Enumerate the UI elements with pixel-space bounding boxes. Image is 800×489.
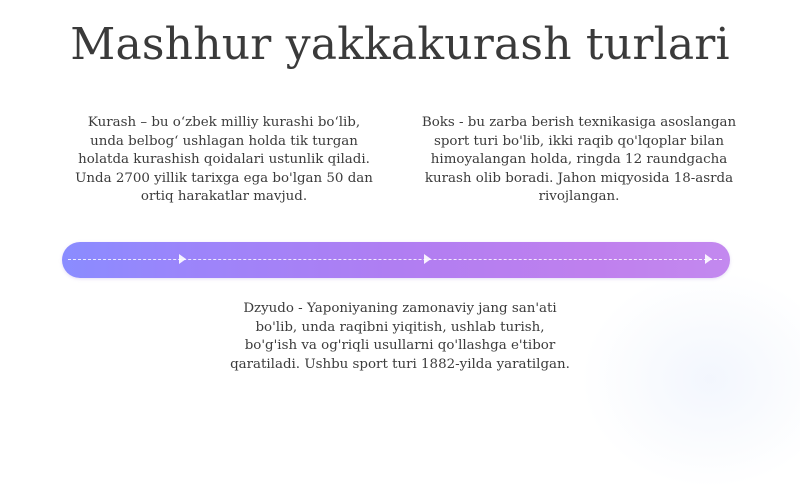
timeline-bar: [62, 242, 730, 278]
arrow-right-icon: [424, 254, 431, 264]
timeline-dashed-line: [68, 259, 722, 260]
arrow-right-icon: [179, 254, 186, 264]
background-glow: [580, 269, 800, 489]
arrow-right-icon: [705, 254, 712, 264]
slide-title: Mashhur yakkakurash turlari: [70, 19, 730, 70]
kurash-description: Kurash – bu o‘zbek milliy kurashi bo‘lib, unda belbog‘ ushlagan holda tik turgan holatda kurashish qoidalari ustunlik qiladi. Unda 2700 yillik tarixga ega bo'lgan 50 dan ortiq harakatlar mavjud.: [75, 115, 373, 204]
boks-description: Boks - bu zarba berish texnikasiga asoslangan sport turi bo'lib, ikki raqib qo'lqoplar bilan himoyalangan holda, ringda 12 raundgacha kurash olib boradi. Jahon miqyosida 18-asrda rivojlangan.: [421, 115, 737, 204]
dzyudo-description: Dzyudo - Yaponiyaning zamonaviy jang san'ati bo'lib, unda raqibni yiqitish, ushlab turish, bo'g'ish va og'riqli usullarni qo'llashga e'tibor qaratiladi. Ushbu sport turi 1882-yilda yaratilgan.: [230, 301, 570, 372]
